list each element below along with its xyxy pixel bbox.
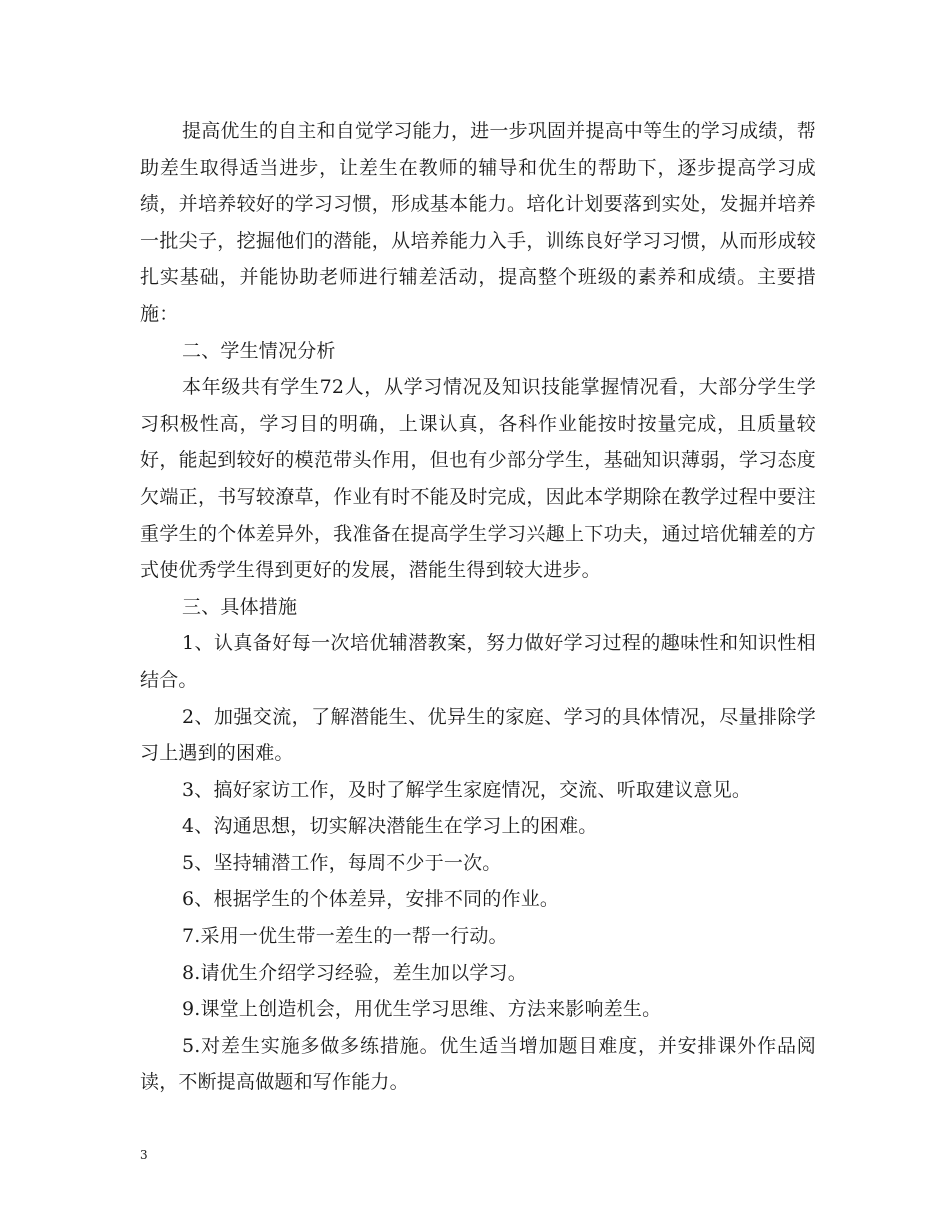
heading-student-analysis: 二、学生情况分析	[182, 339, 336, 362]
measure-item-7: 7.采用一优生带一差生的一帮一行动。	[182, 925, 508, 948]
measure-item-8: 8.请优生介绍学习经验，差生加以学习。	[182, 961, 527, 984]
heading-specific-measures: 三、具体措施	[182, 595, 298, 618]
page-number: 3	[140, 1148, 148, 1162]
document-body	[140, 113, 816, 1101]
paragraph-intro: 提高优生的自主和自觉学习能力，进一步巩固并提高中等生的学习成绩，帮助差生取得适当进步，让差生在教师的辅导和优生的帮助下，逐步提高学习成绩，并培养较好的学习习惯，形成基本能力。培化计划要落到实处，发掘并培养一批尖子，挖掘他们的潜能，从培养能力入手，训练良好学习习惯，从而形成较扎实基础，并能协助老师进行辅差活动，提高整个班级的素养和成绩。主要措施：	[140, 120, 816, 325]
measure-item-2: 2、加强交流，了解潜能生、优异生的家庭、学习的具体情况，尽量排除学习上遇到的困难。	[140, 705, 816, 765]
measure-item-9: 9.课堂上创造机会，用优生学习思维、方法来影响差生。	[182, 998, 662, 1021]
measure-item-3: 3、搞好家访工作，及时了解学生家庭情况，交流、听取建议意见。	[182, 778, 752, 801]
measure-item-10: 5.对差生实施多做多练措施。优生适当增加题目难度，并安排课外作品阅读，不断提高做题和写作能力。	[140, 1034, 816, 1094]
measure-item-5: 5、坚持辅潜工作，每周不少于一次。	[182, 851, 502, 874]
measure-item-4: 4、沟通思想，切实解决潜能生在学习上的困难。	[182, 815, 598, 838]
measure-item-1: 1、认真备好每一次培优辅潜教案，努力做好学习过程的趣味性和知识性相结合。	[140, 632, 816, 691]
measure-item-6: 6、根据学生的个体差异，安排不同的作业。	[182, 888, 560, 911]
paragraph-student-analysis: 本年级共有学生72人，从学习情况及知识技能掌握情况看，大部分学生学习积极性高，学习目的明确，上课认真，各科作业能按时按量完成，且质量较好，能起到较好的模范带头作用，但也有少部分学生，基础知识薄弱，学习态度欠端正，书写较潦草，作业有时不能及时完成，因此本学期除在教学过程中要注重学生的个体差异外，我准备在提高学生学习兴趣上下功夫，通过培优辅差的方式使优秀学生得到更好的发展，潜能生得到较大进步。	[140, 376, 816, 582]
